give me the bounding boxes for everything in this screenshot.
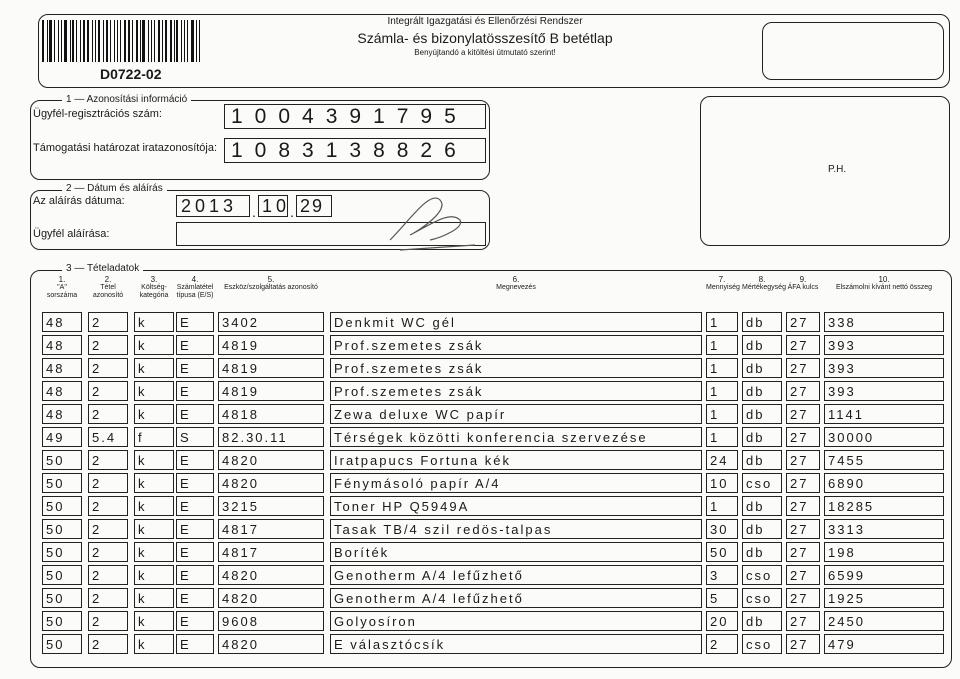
cell-name[interactable]: Térségek közötti konferencia szervezése xyxy=(330,427,702,447)
cell-a[interactable]: 50 xyxy=(42,519,82,539)
barcode-bar xyxy=(61,20,63,62)
column-header xyxy=(824,276,944,292)
cell-name[interactable]: Iratpapucs Fortuna kék xyxy=(330,450,702,470)
section3-title: Tételadatok xyxy=(86,263,140,274)
cell-item[interactable]: 2 xyxy=(88,542,128,562)
barcode-bar xyxy=(170,20,172,62)
column-number: 5. xyxy=(267,275,275,284)
cell-asset[interactable]: 4819 xyxy=(218,381,324,401)
customer-reg-field[interactable] xyxy=(224,104,486,129)
barcode-bar xyxy=(158,20,160,62)
cell-net[interactable]: 18285 xyxy=(824,496,944,516)
column-number: 3. xyxy=(150,275,158,284)
cell-vat[interactable]: 27 xyxy=(786,611,820,631)
cell-asset[interactable]: 4817 xyxy=(218,542,324,562)
cell-name[interactable]: Prof.szemetes zsák xyxy=(330,335,702,355)
barcode-bar xyxy=(92,20,93,62)
column-header xyxy=(742,275,786,292)
barcode-bar xyxy=(187,20,189,62)
column-header xyxy=(134,276,174,300)
barcode-bar xyxy=(42,20,44,62)
cell-a[interactable]: 50 xyxy=(42,496,82,516)
cell-a[interactable]: 50 xyxy=(42,611,82,631)
support-id-value: 1083138826 xyxy=(231,139,468,162)
cell-net[interactable]: 338 xyxy=(824,312,944,332)
cell-asset[interactable]: 4820 xyxy=(218,588,324,608)
cell-item[interactable]: 2 xyxy=(88,358,128,378)
table-row xyxy=(42,381,944,401)
barcode-bar xyxy=(120,20,121,62)
section2-title: Dátum és aláírás xyxy=(87,183,163,194)
barcode-bar xyxy=(114,20,116,62)
cell-name[interactable]: Genotherm A/4 lefűzhető xyxy=(330,565,702,585)
barcode-bar xyxy=(106,20,108,62)
column-number: 6. xyxy=(512,275,520,284)
cell-type[interactable]: E xyxy=(176,335,214,355)
column-header xyxy=(218,276,324,292)
cell-vat[interactable]: 27 xyxy=(786,404,820,424)
cell-item[interactable]: 2 xyxy=(88,565,128,585)
column-header xyxy=(706,276,738,292)
cell-unit[interactable]: db xyxy=(742,335,782,355)
cell-name[interactable]: Golyosíron xyxy=(330,611,702,631)
cell-cat[interactable]: k xyxy=(134,496,174,516)
cell-type[interactable]: E xyxy=(176,496,214,516)
cell-unit[interactable]: cso xyxy=(742,588,782,608)
cell-name[interactable]: Genotherm A/4 lefűzhető xyxy=(330,588,702,608)
system-name: Integrált Igazgatási és Ellenőrzési Rendszer xyxy=(387,16,583,27)
cell-asset[interactable]: 4820 xyxy=(218,565,324,585)
section2-number: 2 xyxy=(66,183,72,194)
cell-item[interactable]: 2 xyxy=(88,312,128,332)
cell-cat[interactable]: k xyxy=(134,634,174,654)
table-row xyxy=(42,404,944,424)
barcode-bar xyxy=(47,20,48,62)
column-number: 7. xyxy=(718,275,726,284)
customer-reg-label: Ügyfél-regisztrációs szám: xyxy=(33,108,162,120)
cell-name[interactable]: Prof.szemetes zsák xyxy=(330,358,702,378)
barcode-bar xyxy=(136,20,138,62)
column-number: 4. xyxy=(191,275,199,284)
barcode-bar xyxy=(154,20,155,62)
cell-unit[interactable]: cso xyxy=(742,634,782,654)
cell-net[interactable]: 198 xyxy=(824,542,944,562)
cell-cat[interactable]: k xyxy=(134,312,174,332)
cell-unit[interactable]: db xyxy=(742,427,782,447)
section1-number: 1 xyxy=(66,94,72,105)
barcode-bar xyxy=(103,20,104,62)
cell-vat[interactable]: 27 xyxy=(786,427,820,447)
barcode-bar xyxy=(151,20,152,62)
cell-unit[interactable]: db xyxy=(742,542,782,562)
cell-asset[interactable]: 4817 xyxy=(218,519,324,539)
section3-heading: 3 — Tételadatok xyxy=(62,263,143,274)
cell-asset[interactable]: 4820 xyxy=(218,634,324,654)
cell-type[interactable]: E xyxy=(176,404,214,424)
table-row xyxy=(42,542,944,562)
cell-asset[interactable]: 3215 xyxy=(218,496,324,516)
signature-mark xyxy=(380,180,490,260)
cell-a[interactable]: 48 xyxy=(42,404,82,424)
cell-vat[interactable]: 27 xyxy=(786,358,820,378)
column-label: Mennyiség xyxy=(706,284,740,291)
cell-a[interactable]: 50 xyxy=(42,634,82,654)
cell-asset[interactable]: 4819 xyxy=(218,358,324,378)
cell-cat[interactable]: k xyxy=(134,588,174,608)
cell-unit[interactable]: db xyxy=(742,312,782,332)
barcode-bar xyxy=(54,20,55,62)
cell-qty[interactable]: 1 xyxy=(706,335,738,355)
barcode-bar xyxy=(142,20,144,62)
support-id-field[interactable] xyxy=(224,138,486,163)
cell-item[interactable]: 2 xyxy=(88,634,128,654)
cell-qty[interactable]: 10 xyxy=(706,473,738,493)
barcode-bar xyxy=(176,20,178,62)
barcode-bar xyxy=(80,20,81,62)
cell-unit[interactable]: db xyxy=(742,611,782,631)
cell-a[interactable]: 49 xyxy=(42,427,82,447)
cell-name[interactable]: E választócsík xyxy=(330,634,702,654)
cell-cat[interactable]: k xyxy=(134,381,174,401)
column-number: 9. xyxy=(799,275,807,284)
barcode-bar xyxy=(58,20,59,62)
cell-unit[interactable]: db xyxy=(742,381,782,401)
cell-item[interactable]: 2 xyxy=(88,611,128,631)
cell-qty[interactable]: 2 xyxy=(706,634,738,654)
date-day-field[interactable] xyxy=(296,195,332,217)
cell-cat[interactable]: k xyxy=(134,450,174,470)
table-row xyxy=(42,611,944,631)
column-label: Megnevezés xyxy=(496,284,536,291)
barcode-bar xyxy=(162,20,163,62)
cell-item[interactable]: 2 xyxy=(88,473,128,493)
cell-qty[interactable]: 30 xyxy=(706,519,738,539)
column-label: Eszköz/szolgáltatás azonosító xyxy=(224,284,318,291)
cell-unit[interactable]: db xyxy=(742,519,782,539)
barcode-bar xyxy=(140,20,141,62)
barcode-bar xyxy=(191,20,193,62)
cell-unit[interactable]: db xyxy=(742,358,782,378)
form-subtitle: Benyújtandó a kitöltési útmutató szerint! xyxy=(414,48,556,57)
cell-vat[interactable]: 27 xyxy=(786,542,820,562)
cell-cat[interactable]: k xyxy=(134,473,174,493)
cell-name[interactable]: Prof.szemetes zsák xyxy=(330,381,702,401)
column-header xyxy=(176,276,214,300)
cell-a[interactable]: 48 xyxy=(42,335,82,355)
cell-vat[interactable]: 27 xyxy=(786,450,820,470)
cell-asset[interactable]: 3402 xyxy=(218,312,324,332)
date-day: 29 xyxy=(300,196,325,216)
date-year: 2013 xyxy=(181,196,238,216)
barcode-bar xyxy=(110,20,111,62)
column-label: Elszámolni kívánt nettó összeg xyxy=(835,284,933,291)
table-row xyxy=(42,450,944,470)
cell-item[interactable]: 2 xyxy=(88,381,128,401)
table-row xyxy=(42,496,944,516)
cell-a[interactable]: 48 xyxy=(42,312,82,332)
section1-heading: 1 — Azonosítási információ xyxy=(62,94,191,105)
cell-a[interactable]: 48 xyxy=(42,358,82,378)
cell-asset[interactable]: 82.30.11 xyxy=(218,427,324,447)
column-header xyxy=(330,276,702,292)
column-label: Költség-kategória xyxy=(139,284,169,299)
cell-asset[interactable]: 4820 xyxy=(218,473,324,493)
signature-label: Ügyfél aláírása: xyxy=(33,228,110,240)
barcode-bar xyxy=(181,20,182,62)
date-separator-2: . xyxy=(290,204,294,220)
barcode-bar xyxy=(72,20,74,62)
ph-box xyxy=(700,96,950,246)
support-label: Támogatási határozat iratazonosítója: xyxy=(33,142,218,154)
cell-net[interactable]: 30000 xyxy=(824,427,944,447)
cell-asset[interactable]: 9608 xyxy=(218,611,324,631)
cell-name[interactable]: Tasak TB/4 szil redös-talpas xyxy=(330,519,702,539)
cell-type[interactable]: E xyxy=(176,358,214,378)
cell-net[interactable]: 7455 xyxy=(824,450,944,470)
cell-net[interactable]: 1925 xyxy=(824,588,944,608)
cell-type[interactable]: E xyxy=(176,565,214,585)
column-number: 1. xyxy=(58,275,66,284)
header-stamp-box xyxy=(762,22,944,80)
cell-type[interactable]: E xyxy=(176,381,214,401)
cell-cat[interactable]: k xyxy=(134,542,174,562)
cell-type[interactable]: E xyxy=(176,588,214,608)
cell-type[interactable]: E xyxy=(176,450,214,470)
cell-qty[interactable]: 1 xyxy=(706,358,738,378)
date-month: 10 xyxy=(262,196,291,216)
column-label: Mértékegység xyxy=(742,284,786,291)
column-label: Számlatétel típusa (E/S) xyxy=(176,284,214,299)
barcode-bar xyxy=(76,20,77,62)
cell-qty[interactable]: 24 xyxy=(706,450,738,470)
table-row xyxy=(42,358,944,378)
cell-qty[interactable]: 5 xyxy=(706,588,738,608)
table-row xyxy=(42,312,944,332)
cell-vat[interactable]: 27 xyxy=(786,519,820,539)
cell-a[interactable]: 50 xyxy=(42,565,82,585)
cell-cat[interactable]: k xyxy=(134,358,174,378)
cell-a[interactable]: 50 xyxy=(42,588,82,608)
barcode-bar xyxy=(124,20,126,62)
table-row xyxy=(42,427,944,447)
cell-qty[interactable]: 1 xyxy=(706,427,738,447)
cell-cat[interactable]: f xyxy=(134,427,174,447)
barcode-bar xyxy=(117,20,118,62)
barcode-bar xyxy=(64,20,66,62)
cell-name[interactable]: Fénymásoló papír A/4 xyxy=(330,473,702,493)
cell-asset[interactable]: 4819 xyxy=(218,335,324,355)
cell-cat[interactable]: k xyxy=(134,565,174,585)
date-separator-1: . xyxy=(252,204,256,220)
cell-item[interactable]: 2 xyxy=(88,335,128,355)
barcode-bar xyxy=(132,20,133,62)
cell-a[interactable]: 50 xyxy=(42,473,82,493)
barcode-bar xyxy=(70,20,71,62)
cell-name[interactable]: Toner HP Q5949A xyxy=(330,496,702,516)
table-row xyxy=(42,473,944,493)
cell-vat[interactable]: 27 xyxy=(786,335,820,355)
cell-qty[interactable]: 3 xyxy=(706,565,738,585)
cell-cat[interactable]: k xyxy=(134,404,174,424)
cell-net[interactable]: 393 xyxy=(824,358,944,378)
cell-type[interactable]: E xyxy=(176,312,214,332)
cell-asset[interactable]: 4820 xyxy=(218,450,324,470)
cell-vat[interactable]: 27 xyxy=(786,565,820,585)
cell-item[interactable]: 5.4 xyxy=(88,427,128,447)
cell-cat[interactable]: k xyxy=(134,335,174,355)
cell-unit[interactable]: db xyxy=(742,404,782,424)
cell-type[interactable]: E xyxy=(176,611,214,631)
column-number: 8. xyxy=(758,275,766,284)
date-year-field[interactable] xyxy=(176,195,250,217)
cell-vat[interactable]: 27 xyxy=(786,634,820,654)
cell-qty[interactable]: 1 xyxy=(706,381,738,401)
column-number: 2. xyxy=(104,275,112,284)
column-label: ÁFA kulcs xyxy=(787,284,819,291)
column-label: "A" sorszáma xyxy=(46,284,78,299)
cell-unit[interactable]: cso xyxy=(742,473,782,493)
cell-a[interactable]: 48 xyxy=(42,381,82,401)
table-row xyxy=(42,519,944,539)
table-row xyxy=(42,634,944,654)
form-title: Számla- és bizonylatösszesítő B betétlap xyxy=(357,30,613,46)
cell-cat[interactable]: k xyxy=(134,611,174,631)
cell-qty[interactable]: 1 xyxy=(706,496,738,516)
cell-item[interactable]: 2 xyxy=(88,450,128,470)
cell-net[interactable]: 6890 xyxy=(824,473,944,493)
barcode-bar xyxy=(87,20,89,62)
cell-net[interactable]: 1141 xyxy=(824,404,944,424)
cell-name[interactable]: Boríték xyxy=(330,542,702,562)
cell-qty[interactable]: 20 xyxy=(706,611,738,631)
cell-vat[interactable]: 27 xyxy=(786,312,820,332)
cell-type[interactable]: S xyxy=(176,427,214,447)
cell-qty[interactable]: 1 xyxy=(706,404,738,424)
cell-type[interactable]: E xyxy=(176,634,214,654)
section3-number: 3 xyxy=(66,263,72,274)
form-code: D0722-02 xyxy=(100,66,162,82)
barcode-bar xyxy=(199,20,201,62)
cell-vat[interactable]: 27 xyxy=(786,381,820,401)
ph-label: P.H. xyxy=(828,164,847,175)
cell-unit[interactable]: cso xyxy=(742,565,782,585)
column-header xyxy=(786,276,820,292)
cell-type[interactable]: E xyxy=(176,473,214,493)
cell-net[interactable]: 2450 xyxy=(824,611,944,631)
barcode xyxy=(42,20,202,62)
column-header xyxy=(88,276,128,300)
column-number: 10. xyxy=(878,275,890,284)
barcode-bar xyxy=(49,20,51,62)
customer-reg-value: 1004391795 xyxy=(231,105,468,128)
cell-net[interactable]: 3313 xyxy=(824,519,944,539)
section2-heading: 2 — Dátum és aláírás xyxy=(62,183,167,194)
cell-vat[interactable]: 27 xyxy=(786,496,820,516)
cell-item[interactable]: 2 xyxy=(88,588,128,608)
table-row xyxy=(42,335,944,355)
date-month-field[interactable] xyxy=(258,195,291,217)
column-label: Tétel azonosító xyxy=(92,284,124,299)
cell-net[interactable]: 6599 xyxy=(824,565,944,585)
table-row xyxy=(42,565,944,585)
cell-unit[interactable]: db xyxy=(742,450,782,470)
section1-title: Azonosítási információ xyxy=(86,94,188,105)
barcode-bar xyxy=(165,20,167,62)
barcode-bar xyxy=(95,20,97,62)
cell-item[interactable]: 2 xyxy=(88,519,128,539)
cell-vat[interactable]: 27 xyxy=(786,473,820,493)
cell-vat[interactable]: 27 xyxy=(786,588,820,608)
barcode-bar xyxy=(98,20,100,62)
cell-net[interactable]: 393 xyxy=(824,335,944,355)
cell-item[interactable]: 2 xyxy=(88,404,128,424)
cell-item[interactable]: 2 xyxy=(88,496,128,516)
cell-a[interactable]: 50 xyxy=(42,450,82,470)
barcode-bar xyxy=(184,20,185,62)
barcode-bar xyxy=(174,20,175,62)
barcode-bar xyxy=(196,20,197,62)
cell-a[interactable]: 50 xyxy=(42,542,82,562)
cell-qty[interactable]: 50 xyxy=(706,542,738,562)
table-row xyxy=(42,588,944,608)
cell-asset[interactable]: 4818 xyxy=(218,404,324,424)
barcode-bar xyxy=(83,20,85,62)
cell-type[interactable]: E xyxy=(176,542,214,562)
cell-qty[interactable]: 1 xyxy=(706,312,738,332)
cell-net[interactable]: 393 xyxy=(824,381,944,401)
cell-net[interactable]: 479 xyxy=(824,634,944,654)
barcode-bar xyxy=(128,20,130,62)
cell-cat[interactable]: k xyxy=(134,519,174,539)
date-label: Az aláírás dátuma: xyxy=(33,195,125,207)
cell-unit[interactable]: db xyxy=(742,496,782,516)
barcode-bar xyxy=(148,20,150,62)
cell-name[interactable]: Zewa deluxe WC papír xyxy=(330,404,702,424)
cell-type[interactable]: E xyxy=(176,519,214,539)
cell-name[interactable]: Denkmit WC gél xyxy=(330,312,702,332)
column-header xyxy=(42,276,82,300)
